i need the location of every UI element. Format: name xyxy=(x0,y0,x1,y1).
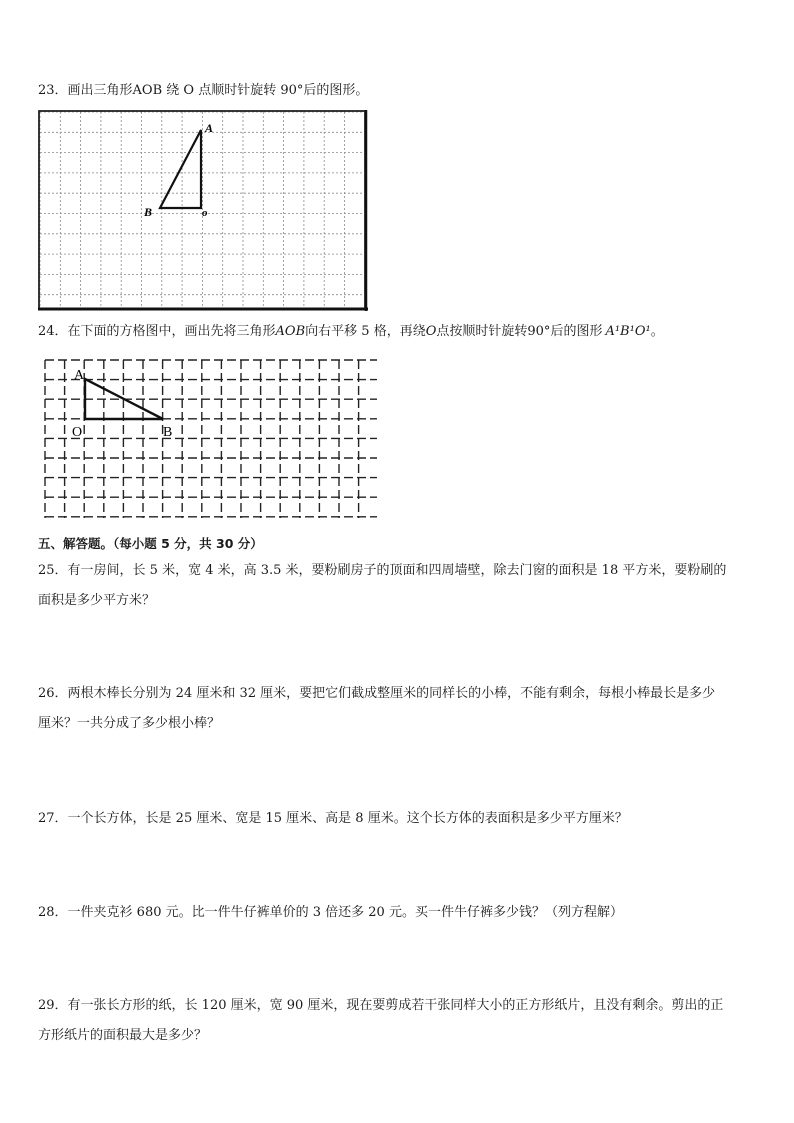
question-25-text: 25．有一房间，长 5 米，宽 4 米，高 3.5 米，要粉刷房子的顶面和四周墙壁，除去门窗的面积是 18 平方米，要粉刷的 面积是多少平方米？ xyxy=(38,563,727,608)
question-26-text: 26．两根木棒长分别为 24 厘米和 32 厘米，要把它们截成整厘米的同样长的小棒，不能有剩余，每根小棒最长是多少 厘米？一共分成了多少根小棒？ xyxy=(38,686,716,731)
label-a-23: A xyxy=(205,121,214,135)
question-23-text: 23．画出三角形AOB 绕 O 点顺时针旋转 90°后的图形。 xyxy=(38,83,369,98)
question-28-text: 28．一件夹克衫 680 元。比一件牛仔裤单价的 3 倍还多 20 元。买一件牛仔裤多少钱？（列方程解） xyxy=(38,905,623,920)
label-b-23: B xyxy=(144,205,153,219)
label-o-24: O xyxy=(72,425,83,440)
section-heading: 五、解答题。（每小题 5 分，共 30 分） xyxy=(38,536,263,551)
triangle-aob-23 xyxy=(160,130,201,208)
question-29-text: 29．有一张长方形的纸，长 120 厘米，宽 90 厘米，现在要剪成若干张同样大小的正方形纸片，且没有剩余。剪出的正 方形纸片的面积最大是多少？ xyxy=(38,998,724,1043)
grid-24 xyxy=(38,357,384,522)
label-a-24: A xyxy=(74,368,85,383)
question-27-text: 27．一个长方体，长是 25 厘米、宽是 15 厘米、高是 8 厘米。这个长方体的表面积是多少平方厘米？ xyxy=(38,811,628,826)
question-24-text: 24．在下面的方格图中，画出先将三角形AOB向右平移 5 格，再绕O点按顺时针旋转90°后的图形 A¹B¹O¹。 xyxy=(38,324,664,339)
label-b-24: B xyxy=(163,425,173,440)
label-o-23: o xyxy=(202,207,208,219)
grid-23 xyxy=(36,108,370,313)
